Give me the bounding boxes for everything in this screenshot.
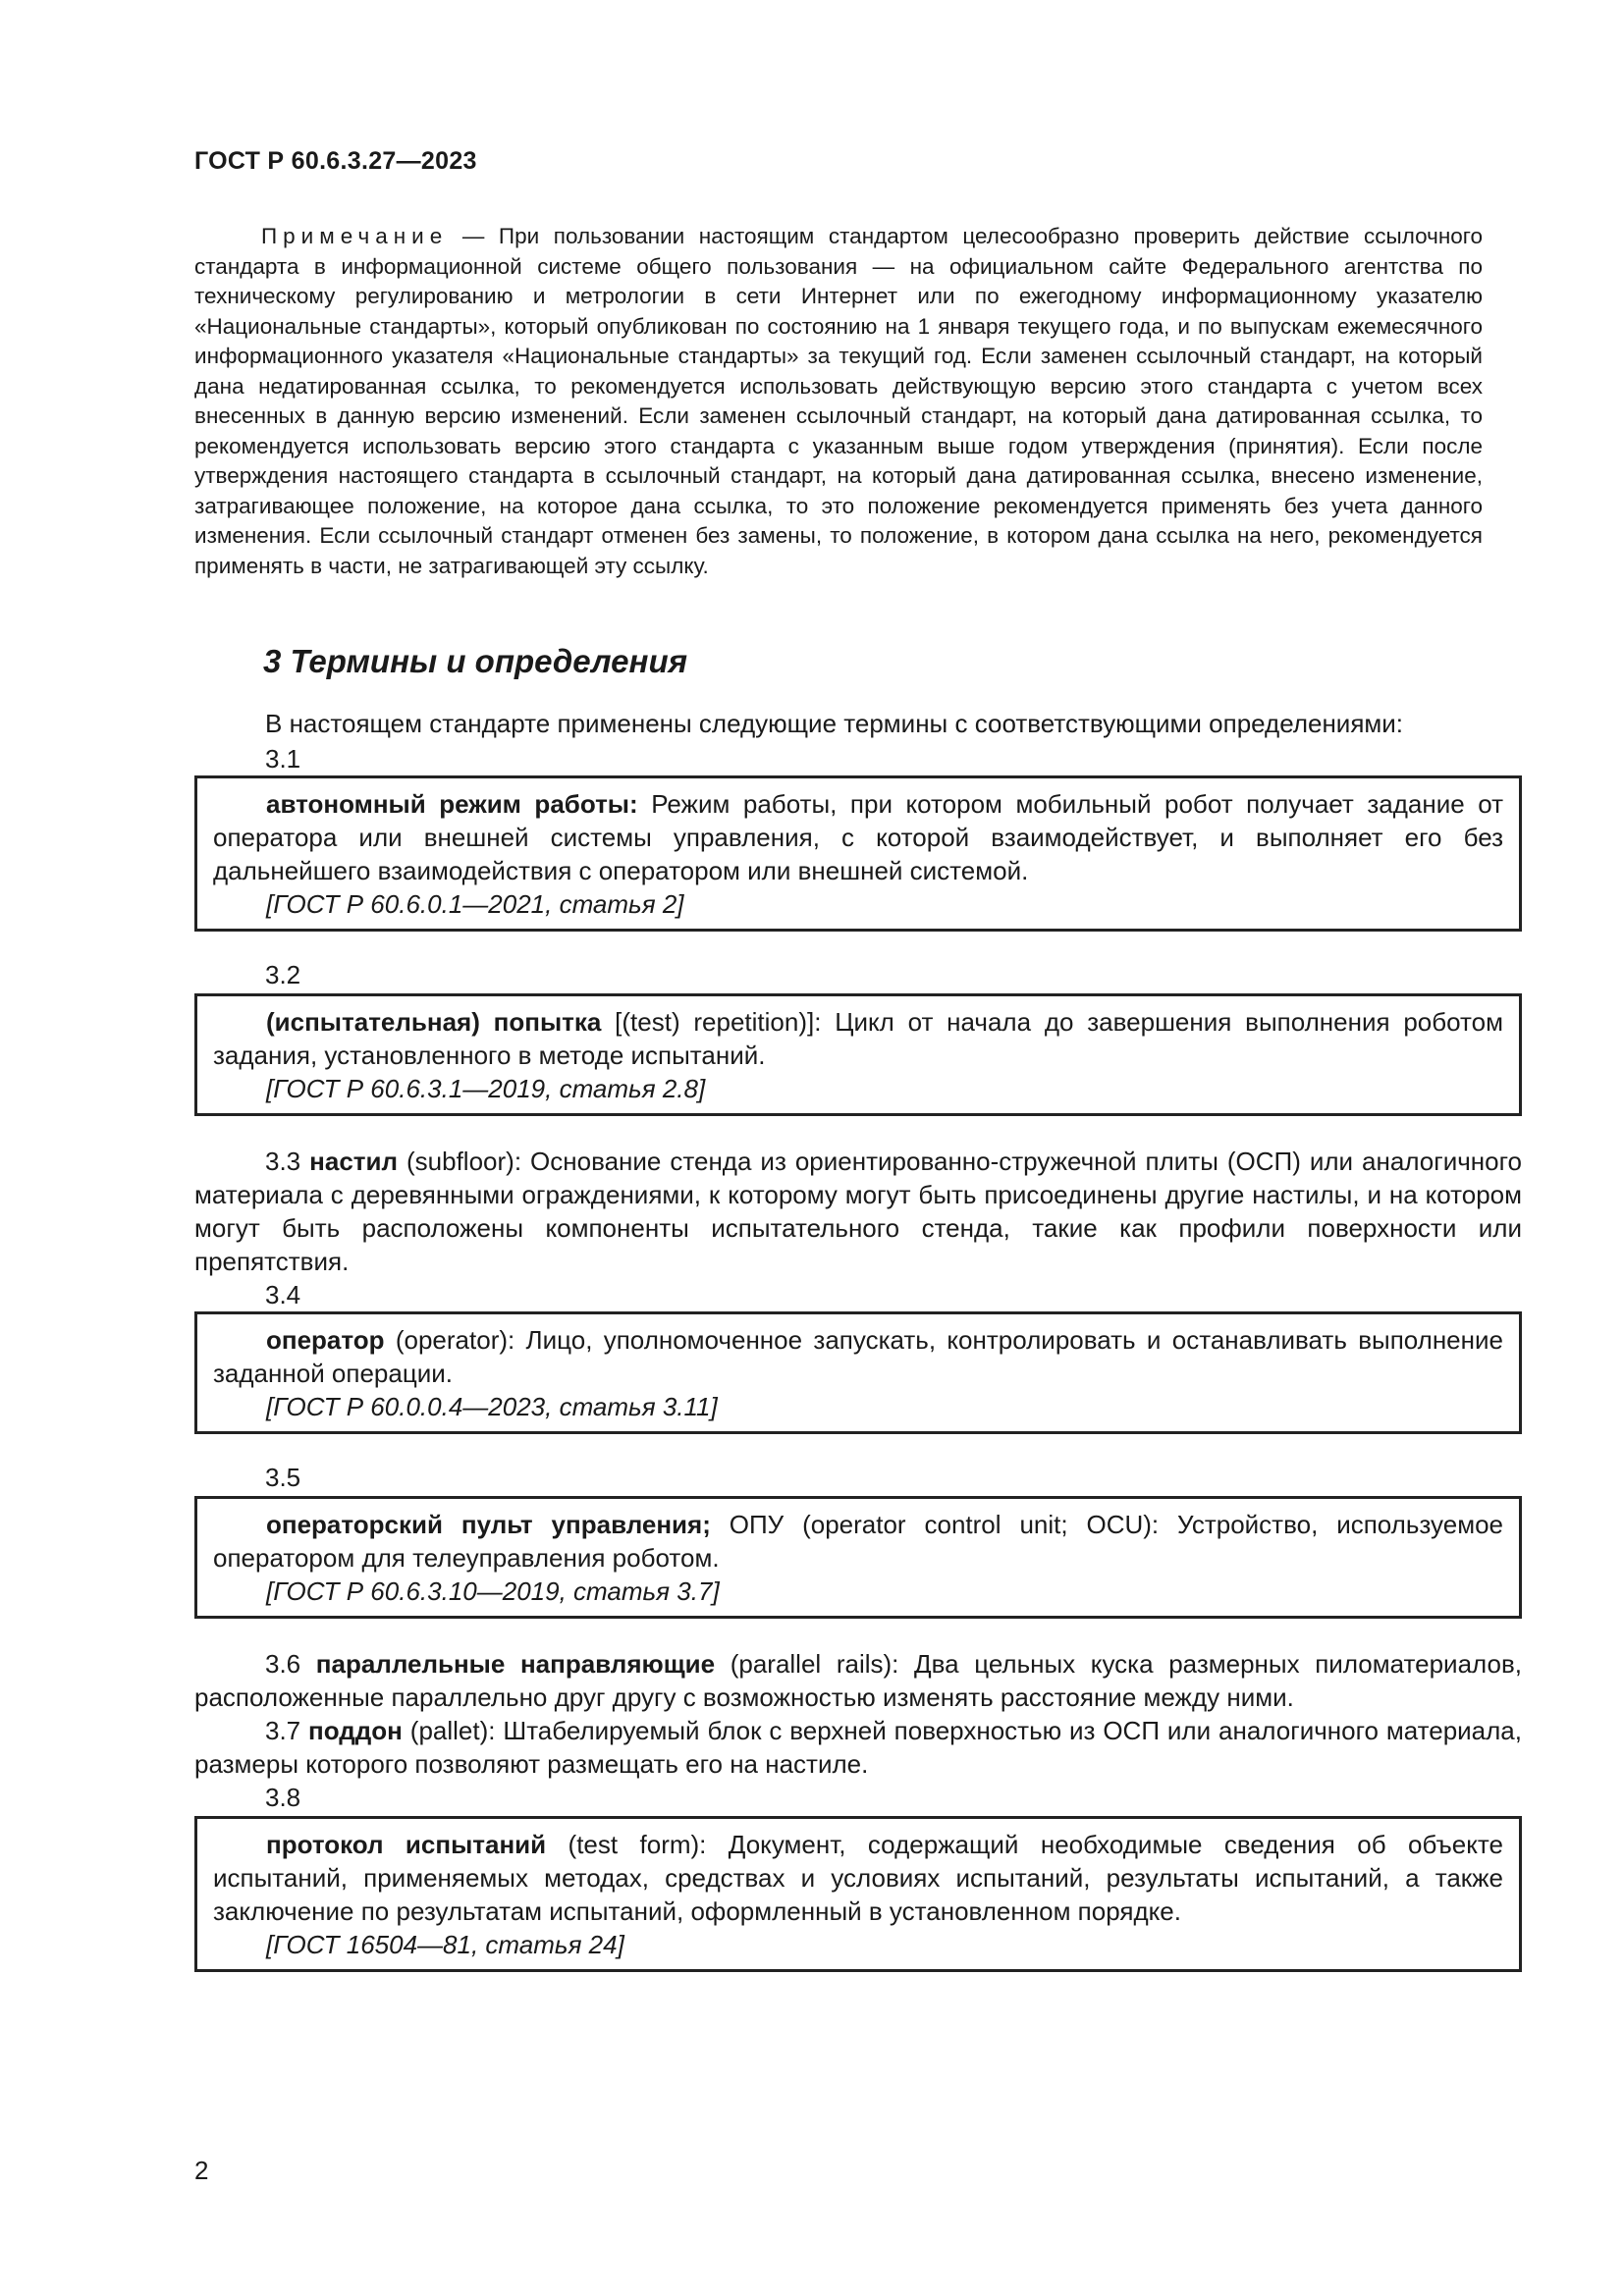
term-text: [(test) repetition)]: Цикл от начала до завершения выполнения роботом задания, установленного в методе испытаний. [213,1007,1503,1070]
term-definition [213,1828,1503,1928]
term-number-3-4: 3.4 [265,1280,301,1309]
term-box-3-4 [194,1311,1522,1434]
term-text: (test form): Документ, содержащий необходимые сведения об объекте испытаний, применяемых методах, средствах и условиях испытаний, результаты испытаний, а также заключение по результатам испытаний, оформленный в установленном порядке. [213,1830,1503,1926]
term-name: операторский пульт управления; [266,1510,711,1539]
term-definition [213,787,1503,887]
term-name: автономный режим работы: [266,789,638,819]
term-source: [ГОСТ Р 60.6.3.10—2019, статья 3.7] [266,1576,720,1606]
section-intro: В настоящем стандарте применены следующие термины с соответствующими определениями: [265,709,1404,738]
page-number: 2 [194,2156,209,2185]
term-name: протокол испытаний [266,1830,547,1859]
term-number-3-5: 3.5 [265,1463,301,1492]
term-definition [213,1323,1503,1390]
term-text: Режим работы, при котором мобильный робот получает задание от оператора или внешней системы управления, с которой взаимодействует, и выполняет его без дальнейшего взаимодействия с оператором или внешней системой. [213,789,1503,885]
term-source: [ГОСТ 16504—81, статья 24] [266,1930,624,1959]
term-paragraph-3-3 [194,1145,1522,1278]
note-text: — При пользовании настоящим стандартом целесообразно проверить действие ссылочного стандарта в информационной системе общего пользования — на официальном сайте Федерального агентства по техническому регулированию и метрологии в сети Интернет или по ежегодному информационному указателю «Национальные стандарты», который опубликован по состоянию на 1 января текущего года, и по выпускам ежемесячного информационного указателя «Национальные стандарты» за текущий год. Если заменен ссылочный стандарт, на который дана недатированная ссылка, то рекомендуется использовать действующую версию этого стандарта с учетом всех внесенных в данную версию изменений. Если заменен ссылочный стандарт, на который дана датированная ссылка, то рекомендуется использовать версию этого стандарта с указанным выше годом утверждения (принятия). Если после утверждения настоящего стандарта в ссылочный стандарт, на который дана датированная ссылка, внесено изменение, затрагивающее положение, на которое дана ссылка, то это положение рекомендуется применять без учета данного изменения. Если ссылочный стандарт отменен без замены, то положение, в котором дана ссылка на него, рекомендуется применять в части, не затрагивающей эту ссылку. [194,224,1483,578]
term-text: (operator): Лицо, уполномоченное запускать, контролировать и останавливать выполнение заданной операции. [213,1325,1503,1388]
term-number-3-2: 3.2 [265,960,301,989]
term-definition [213,1005,1503,1072]
section-title: 3 Термины и определения [263,643,688,679]
term-box-3-8 [194,1816,1522,1972]
term-name: настил [309,1147,399,1176]
term-number: 3.7 [265,1716,301,1745]
term-text: (subfloor): Основание стенда из ориентированно-стружечной плиты (ОСП) или аналогичного материала с деревянными ограждениями, к которому могут быть присоединены другие настилы, и на котором могут быть расположены компоненты испытательного стенда, такие как профили поверхности или препятствия. [194,1147,1522,1276]
term-source: [ГОСТ Р 60.0.0.4—2023, статья 3.11] [266,1392,718,1421]
term-number: 3.6 [265,1649,301,1679]
term-paragraph-3-6 [194,1647,1522,1714]
term-definition [213,1508,1503,1575]
term-text: (pallet): Штабелируемый блок с верхней поверхностью из ОСП или аналогичного материала, размеры которого позволяют размещать его на настиле. [194,1716,1522,1779]
term-name: оператор [266,1325,385,1355]
term-box-3-1 [194,775,1522,932]
term-box-3-2 [194,993,1522,1116]
note-label: Примечание [261,224,449,248]
term-paragraph-3-7 [194,1714,1522,1781]
term-box-3-5 [194,1496,1522,1619]
term-name: параллельные направляющие [315,1649,716,1679]
term-source: [ГОСТ Р 60.6.0.1—2021, статья 2] [266,889,684,919]
term-name: поддон [308,1716,403,1745]
term-name: (испытательная) попытка [266,1007,602,1037]
note-paragraph [194,222,1483,581]
term-number-3-1: 3.1 [265,744,301,774]
term-number: 3.3 [265,1147,301,1176]
document-code-header: ГОСТ Р 60.6.3.27—2023 [194,147,477,175]
term-number-3-8: 3.8 [265,1783,301,1812]
term-text: ОПУ (operator control unit; OCU): Устройство, используемое оператором для телеуправления роботом. [213,1510,1503,1573]
term-text: (parallel rails): Два цельных куска размерных пиломатериалов, расположенные параллельно друг другу с возможностью изменять расстояние между ними. [194,1649,1522,1712]
term-source: [ГОСТ Р 60.6.3.1—2019, статья 2.8] [266,1074,706,1103]
